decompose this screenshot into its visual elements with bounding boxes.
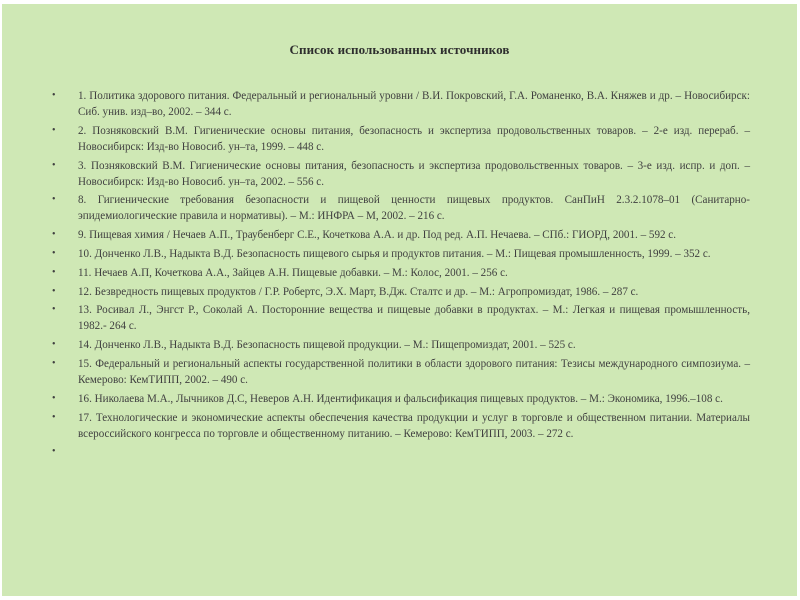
- list-item: [52, 410, 750, 442]
- bullet-icon: •: [52, 124, 56, 136]
- bullet-icon: •: [52, 229, 56, 241]
- slide: [2, 4, 797, 596]
- list-item: [52, 337, 750, 353]
- list-item-text: 13. Росивал Л., Энгст Р., Соколай А. Посторонние вещества и пищевые добавки в продуктах. – М.: Легкая и пищевая промышленность, 1982.- 264 с.: [78, 304, 750, 333]
- bullet-icon: •: [52, 392, 56, 404]
- list-item-text: 11. Нечаев А.П, Кочеткова А.А., Зайцев А.Н. Пищевые добавки. – М.: Колос, 2001. – 256 с.: [78, 266, 508, 279]
- list-item-text: 17. Технологические и экономические аспекты обеспечения качества продукции и услуг в торговле и общественном питании. Материалы всероссийского конгресса по торговле и общественному питанию. – Кемерово: КемТИПП, 2003. – 272 с.: [78, 411, 750, 440]
- list-item: [52, 192, 750, 224]
- list-item: [52, 356, 750, 388]
- list-item: [52, 265, 750, 281]
- list-item: [52, 391, 750, 407]
- bullet-icon: •: [52, 446, 56, 458]
- bullet-icon: •: [52, 159, 56, 171]
- list-item: [52, 227, 750, 243]
- bullet-icon: •: [52, 266, 56, 278]
- list-item: [52, 158, 750, 190]
- bullet-icon: •: [52, 339, 56, 351]
- list-item-text: 2. Позняковский В.М. Гигиенические основы питания, безопасность и экспертиза продовольственных товаров. – 2-е изд. перераб. – Новосибирск: Изд-во Новосиб. ун–та, 1999. – 448 с.: [78, 124, 750, 153]
- page-title: Список использованных источников: [289, 42, 510, 57]
- list-item-text: 1. Политика здорового питания. Федеральный и региональный уровни / В.И. Покровский, Г.А. Романенко, В.А. Княжев и др. – Новосибирск: Сиб. унив. изд–во, 2002. – 344 с.: [78, 90, 750, 118]
- list-item-text: 9. Пищевая химия / Нечаев А.П., Траубенберг С.Е., Кочеткова А.А. и др. Под ред. А.П. Нечаева. – СПб.: ГИОРД, 2001. – 592 с.: [78, 229, 677, 242]
- list-item-text: 14. Донченко Л.В., Надыкта В.Д. Безопасность пищевой продукции. – М.: Пищепромиздат, 2001. – 525 с.: [78, 339, 576, 352]
- list-item: [52, 284, 750, 300]
- bullet-icon: •: [52, 285, 56, 297]
- list-item-text: 3. Позняковский В.М. Гигиенические основы питания, безопасность и экспертиза продовольственных товаров. – 3-е изд. испр. и доп. – Новосибирск: Изд-во Новосиб. ун–та, 2002. – 556 с.: [78, 159, 750, 188]
- sources-list: [52, 88, 750, 458]
- bullet-icon: •: [52, 247, 56, 259]
- list-item-text: 8. Гигиенические требования безопасности и пищевой ценности пищевых продуктов. СанПиН 2.3.2.1078–01 (Санитарно-эпидемиологические правила и нормативы). – М.: ИНФРА – М, 2002. – 216 с.: [78, 194, 750, 223]
- list-item: [52, 123, 750, 155]
- list-item: [52, 88, 750, 120]
- bullet-icon: •: [52, 304, 56, 316]
- list-item: [52, 302, 750, 334]
- bullet-icon: •: [52, 411, 56, 423]
- list-item-text: 10. Донченко Л.В., Надыкта В.Д. Безопасность пищевого сырья и продуктов питания. – М.: Пищевая промышленность, 1999. – 352 с.: [78, 247, 711, 260]
- list-item-text: 16. Николаева М.А., Лычников Д.С, Неверов А.Н. Идентификация и фальсификация пищевых продуктов. – М.: Экономика, 1996.–108 с.: [78, 392, 723, 405]
- list-item-text: 12. Безвредность пищевых продуктов / Г.Р. Робертс, Э.Х. Март, В.Дж. Сталтс и др. – М.: Агропромиздат, 1986. – 287 с.: [78, 285, 639, 298]
- bullet-icon: •: [52, 194, 56, 206]
- bullet-icon: •: [52, 357, 56, 369]
- list-item: [52, 246, 750, 262]
- bullet-icon: •: [52, 90, 56, 101]
- list-item-text: 15. Федеральный и региональный аспекты государственной политики в области здорового питания: Тезисы международного симпозиума. – Кемерово: КемТИПП, 2002. – 490 с.: [78, 357, 750, 386]
